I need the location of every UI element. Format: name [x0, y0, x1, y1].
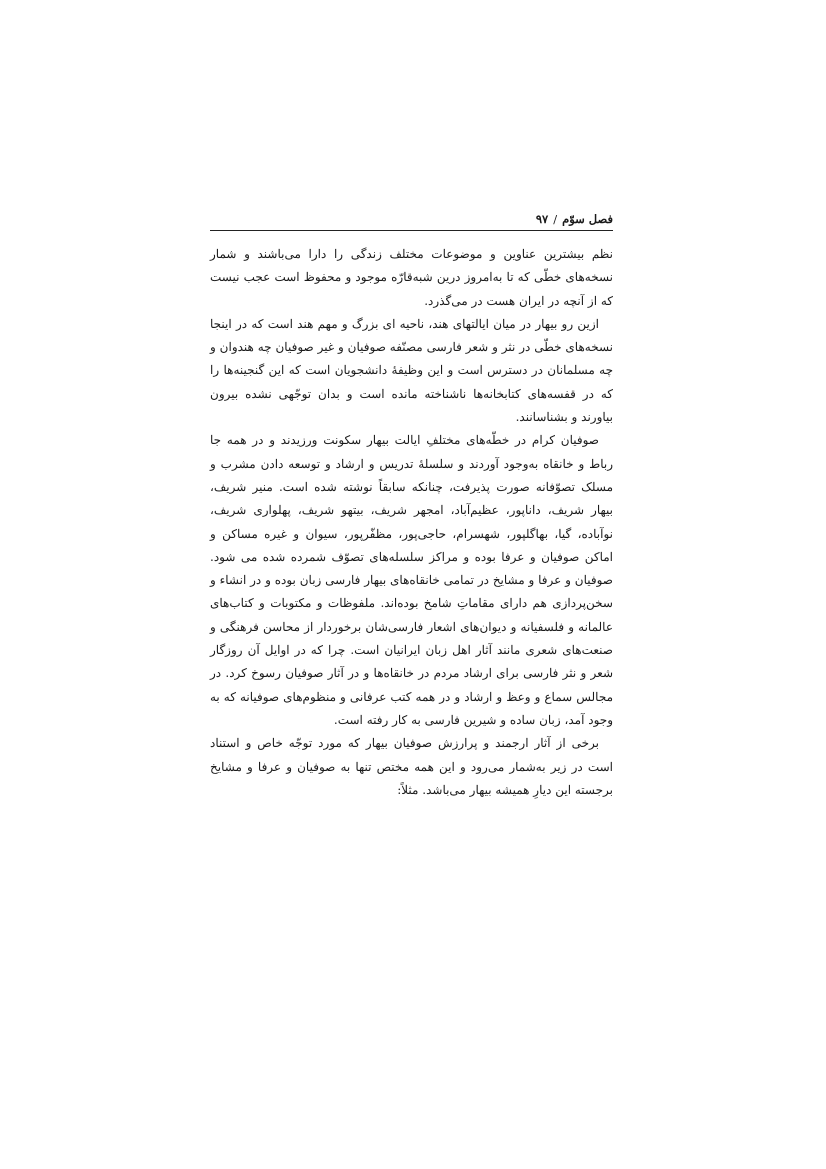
chapter-title: فصل سوّم [562, 212, 613, 226]
body-text [210, 243, 613, 802]
header-separator: / [553, 212, 558, 226]
running-head [210, 200, 613, 231]
book-page [210, 200, 613, 802]
paragraph-4: برخی از آثار ارجمند و پرارزش صوفیان بیهار که مورد توجّه خاص و استناد است در زیر به‌شمار می‌رود و این همه مختص تنها به صوفیان و عرفا و مشایخ برجسته این دیارِ همیشه بیهار می‌باشد. مثلاً: [210, 736, 613, 797]
page-number: ۹۷ [535, 212, 549, 226]
paragraph-2: ازین رو بیهار در میان ایالتهای هند، ناحیه ای بزرگ و مهم هند است که در اینجا نسخه‌های خطّی در نثر و شعر فارسی مصنّفه صوفیان و غیر صوفیان چه هندوان و چه مسلمانان در دسترس است و این وظیفهٔ دانشجویان است که این گنجینه‌ها را که در قفسه‌های کتابخانه‌ها ناشناخته مانده است و بدان توجّهی نشده بیرون بیاورند و بشناسانند. [210, 316, 613, 425]
paragraph-1: نظم بیشترین عناوین و موضوعات مختلف زندگی را دارا می‌باشند و شمار نسخه‌های خطّی که تا به‌امروز درین شبه‌قارّه موجود و محفوظ است عجب نیست که از آنچه در ایران هست در می‌گذرد. [210, 247, 613, 308]
paragraph-3: صوفیان کرام در خطّه‌های مختلفِ ایالت بیهار سکونت ورزیدند و در همه جا رباط و خانقاه به‌وجود آوردند و سلسلهٔ تدریس و ارشاد و توسعه دادن مشرب و مسلک تصوّفانه صورت پذیرفت، چنانکه سابقاً نوشته شده است. منیر شریف، بیهار شریف، داناپور، عظیم‌آباد، امجهر شریف، بیتهو شریف، پهلواری شریف، نوآباده، گیا، بهاگلپور، شهسرام، حاجی‌پور، مظفّرپور، سیوان و غیره مساکن و اماکن صوفیان و عرفا بوده و مراکز سلسله‌های تصوّف شمرده شده می شود. صوفیان و عرفا و مشایخ در تمامی خانقاه‌های بیهار فارسی زبان بوده و در انشاء و سخن‌پردازی هم دارای مقاماتِ شامخ بوده‌اند. ملفوظات و مکتوبات و کتاب‌های عالمانه و فلسفیانه و دیوان‌های اشعار فارسی‌شان برخوردار از محاسن فرهنگی و صنعت‌های شعری مانند آثار اهل زبان ایرانیان است. چرا که در اوایل آن روزگار شعر و نثر فارسی برای ارشاد مردم در خانقاه‌ها و در آثار صوفیان رسوخ کرد. در مجالس سماع و وعظ و ارشاد و در همه کتب عرفانی و منظوم‌های صوفیانه که به وجود آمد، زبان ساده و شیرین فارسی به کار رفته است. [210, 433, 614, 727]
